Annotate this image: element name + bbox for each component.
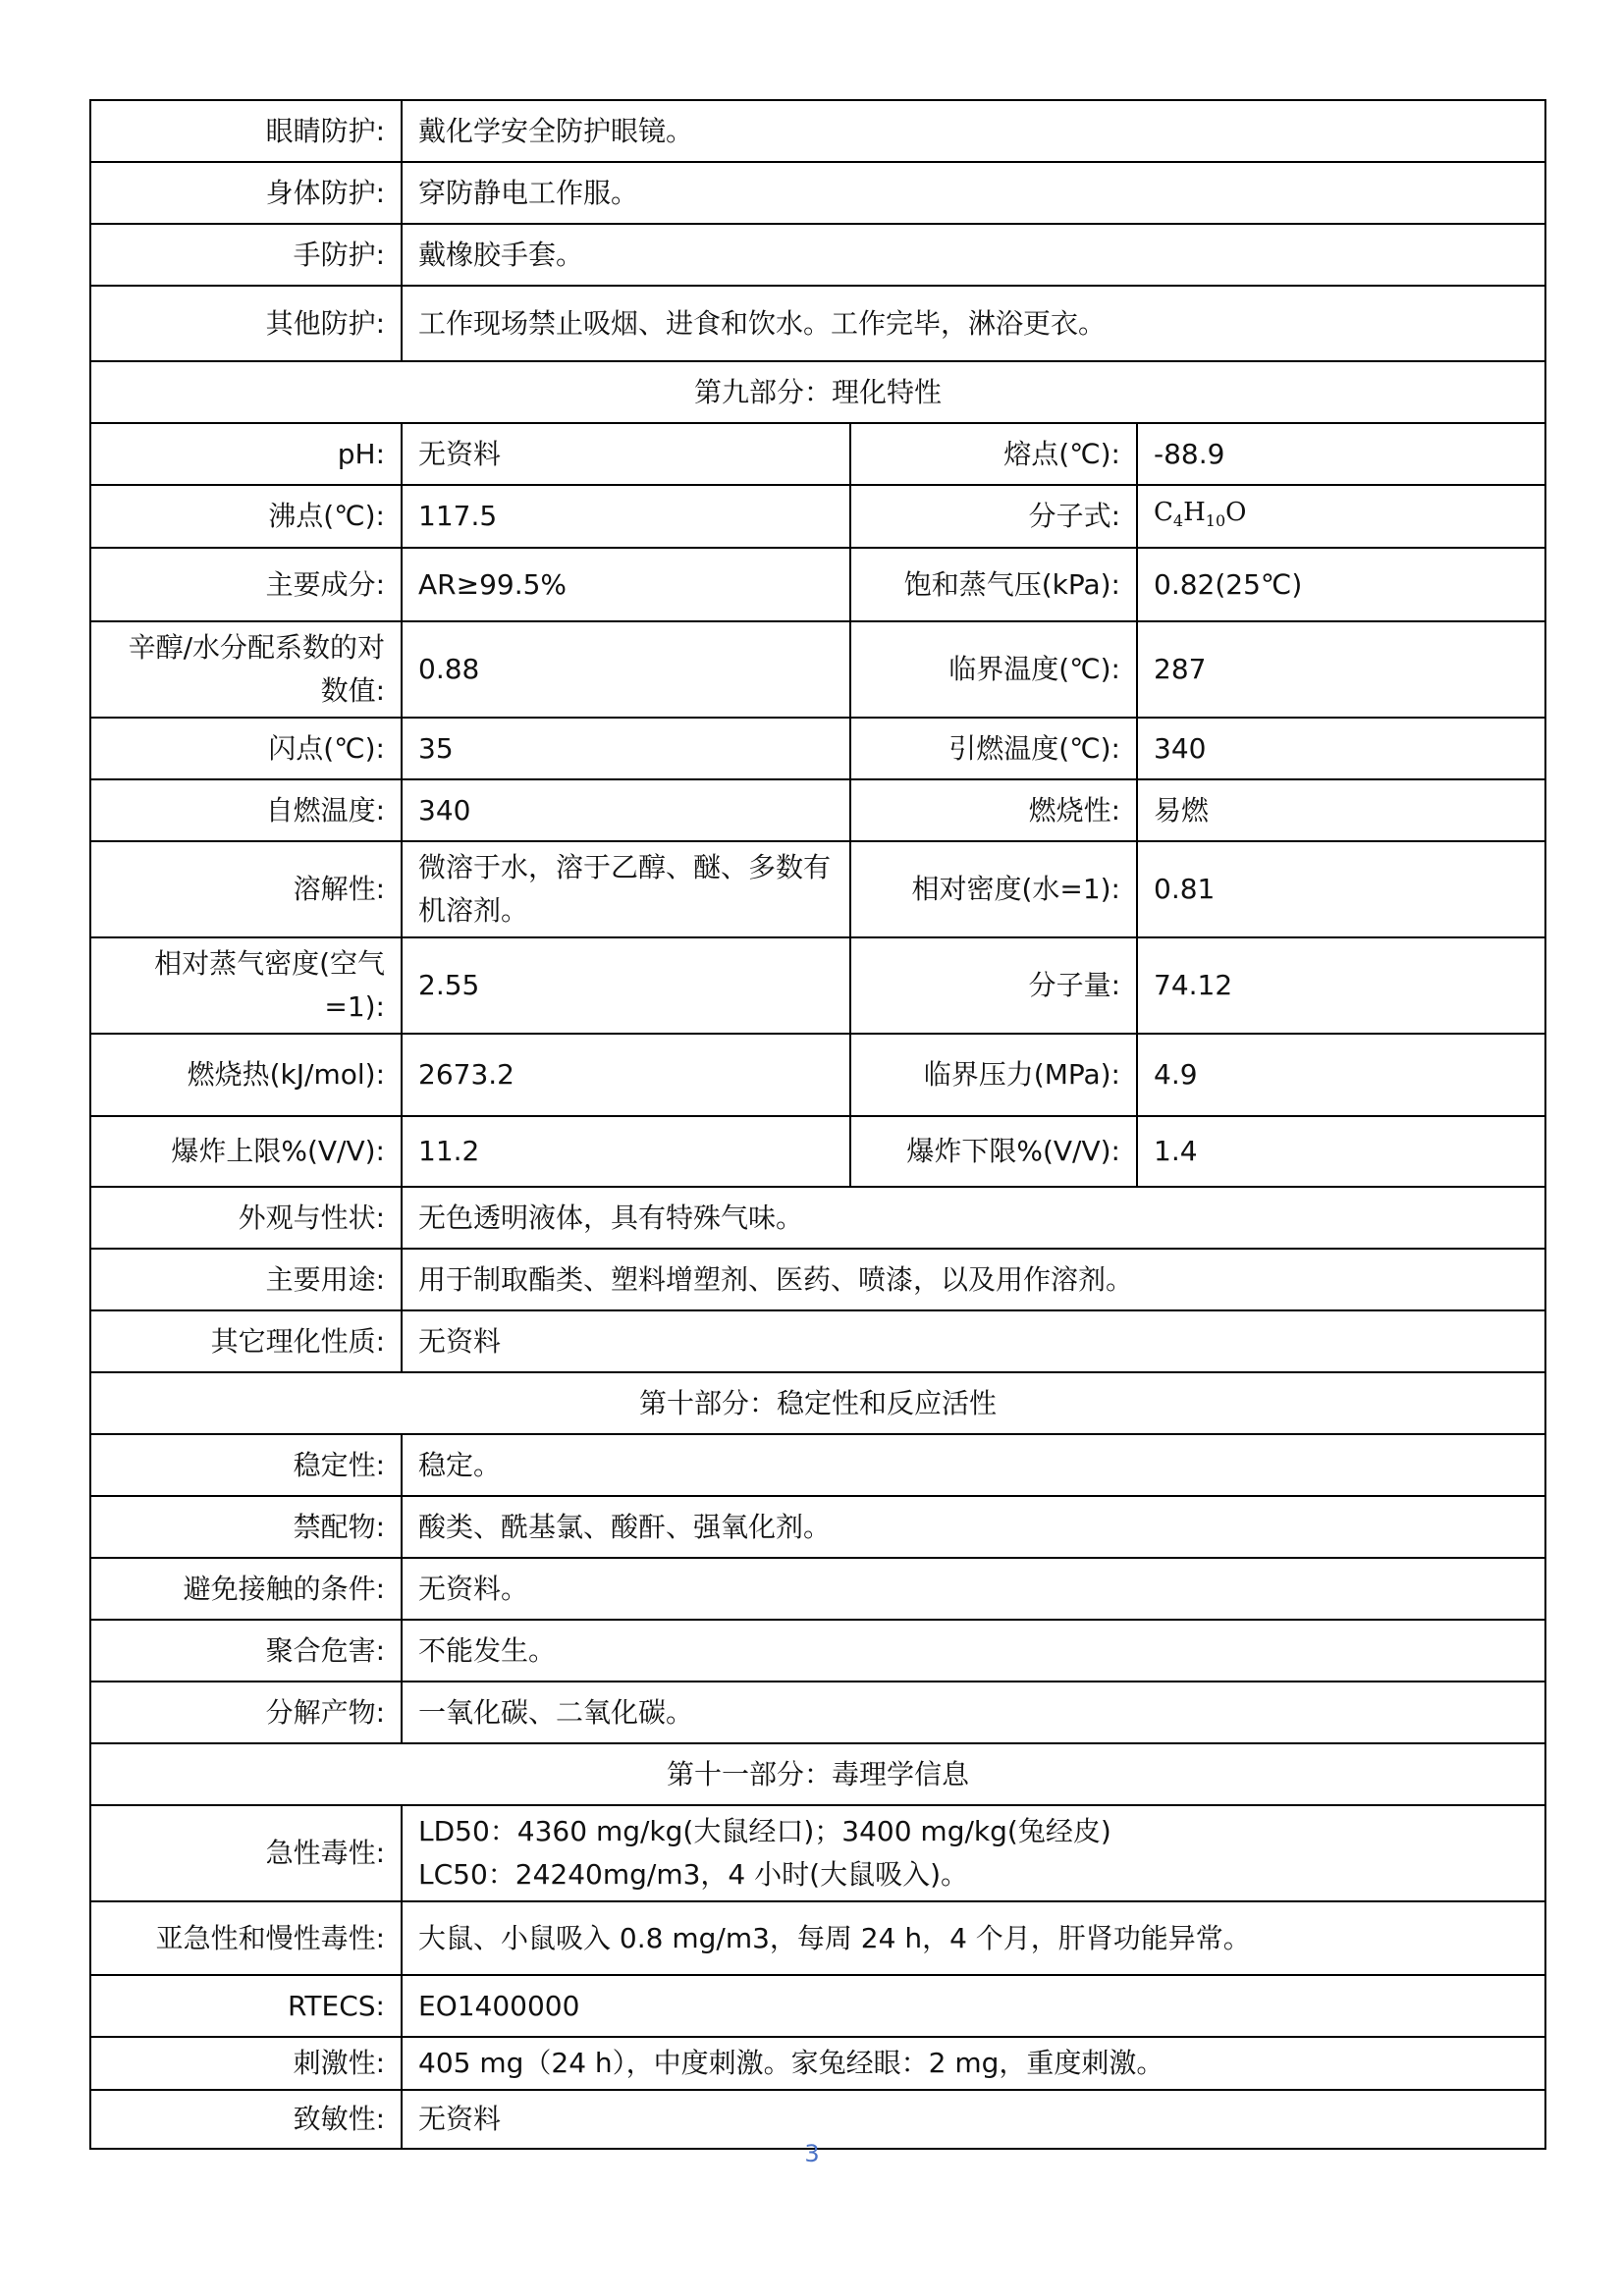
label-heat-of-combustion: 燃烧热(kJ/mol): [90,1034,402,1116]
label-polymerization-hazard: 聚合危害: [90,1620,402,1682]
label-appearance: 外观与性状: [90,1187,402,1249]
value-ignition-temperature: 340 [1137,718,1545,779]
value-incompatible-materials: 酸类、酰基氯、酸酐、强氧化剂。 [402,1496,1545,1558]
value-molecular-formula [1137,485,1545,548]
row-main-uses [90,1249,1545,1310]
value-eye-protection: 戴化学安全防护眼镜。 [402,100,1545,162]
row-chronic-toxicity [90,1901,1545,1975]
prop-row-7 [90,841,1545,937]
value-molecular-weight: 74.12 [1137,937,1545,1034]
row-appearance [90,1187,1545,1249]
label-main-component: 主要成分: [90,548,402,621]
label-relative-density: 相对密度(水=1): [850,841,1137,937]
prop-row-5 [90,718,1545,779]
label-upper-explosive-limit: 爆炸上限%(V/V): [90,1116,402,1187]
page-number: 3 [804,2140,820,2167]
value-vapor-pressure: 0.82(25℃) [1137,548,1545,621]
value-polymerization-hazard: 不能发生。 [402,1620,1545,1682]
label-decomposition-products: 分解产物: [90,1682,402,1743]
label-irritation: 刺激性: [90,2037,402,2090]
label-eye-protection: 眼睛防护: [90,100,402,162]
row-other-protection [90,286,1545,361]
label-flash-point: 闪点(℃): [90,718,402,779]
prop-row-9 [90,1034,1545,1116]
label-chronic-toxicity: 亚急性和慢性毒性: [90,1901,402,1975]
value-critical-pressure: 4.9 [1137,1034,1545,1116]
value-melting-point: -88.9 [1137,423,1545,485]
section-11-header-row [90,1743,1545,1805]
label-flammability: 燃烧性: [850,779,1137,841]
value-irritation: 405 mg（24 h），中度刺激。家兔经眼：2 mg，重度刺激。 [402,2037,1545,2090]
value-critical-temperature: 287 [1137,621,1545,718]
label-other-protection: 其他防护: [90,286,402,361]
row-acute-toxicity [90,1805,1545,1901]
value-heat-of-combustion: 2673.2 [402,1034,850,1116]
acute-ld50: LD50：4360 mg/kg(大鼠经口)；3400 mg/kg(兔经皮) [418,1815,1111,1848]
value-vapor-density: 2.55 [402,937,850,1034]
row-rtecs [90,1975,1545,2037]
molecular-formula: $C_4H_{10}O$ [1154,498,1247,531]
prop-row-10 [90,1116,1545,1187]
section-10-title: 第十部分：稳定性和反应活性 [90,1372,1545,1434]
label-body-protection: 身体防护: [90,162,402,224]
value-autoignition-temperature: 340 [402,779,850,841]
section-9-header-row [90,361,1545,423]
value-decomposition-products: 一氧化碳、二氧化碳。 [402,1682,1545,1743]
row-decomposition-products [90,1682,1545,1743]
row-polymerization-hazard [90,1620,1545,1682]
row-hand-protection [90,224,1545,286]
label-vapor-density: 相对蒸气密度(空气=1): [90,937,402,1034]
label-stability: 稳定性: [90,1434,402,1496]
prop-row-3 [90,548,1545,621]
label-vapor-pressure: 饱和蒸气压(kPa): [850,548,1137,621]
value-flammability: 易燃 [1137,779,1545,841]
prop-row-1 [90,423,1545,485]
label-sensitization: 致敏性: [90,2090,402,2149]
row-stability [90,1434,1545,1496]
value-appearance: 无色透明液体，具有特殊气味。 [402,1187,1545,1249]
prop-row-8 [90,937,1545,1034]
value-body-protection: 穿防静电工作服。 [402,162,1545,224]
row-other-properties [90,1310,1545,1372]
value-main-uses: 用于制取酯类、塑料增塑剂、医药、喷漆，以及用作溶剂。 [402,1249,1545,1310]
label-other-properties: 其它理化性质: [90,1310,402,1372]
sds-table [89,99,1546,2150]
section-11-title: 第十一部分：毒理学信息 [90,1743,1545,1805]
label-solubility: 溶解性: [90,841,402,937]
value-other-protection: 工作现场禁止吸烟、进食和饮水。工作完毕，淋浴更衣。 [402,286,1545,361]
value-stability: 稳定。 [402,1434,1545,1496]
value-boiling-point: 117.5 [402,485,850,548]
label-lower-explosive-limit: 爆炸下限%(V/V): [850,1116,1137,1187]
value-ph: 无资料 [402,423,850,485]
value-main-component: AR≥99.5% [402,548,850,621]
label-critical-pressure: 临界压力(MPa): [850,1034,1137,1116]
label-conditions-to-avoid: 避免接触的条件: [90,1558,402,1620]
value-upper-explosive-limit: 11.2 [402,1116,850,1187]
label-boiling-point: 沸点(℃): [90,485,402,548]
label-autoignition-temperature: 自燃温度: [90,779,402,841]
label-molecular-formula: 分子式: [850,485,1137,548]
prop-row-4 [90,621,1545,718]
value-other-properties: 无资料 [402,1310,1545,1372]
value-hand-protection: 戴橡胶手套。 [402,224,1545,286]
row-irritation [90,2037,1545,2090]
label-acute-toxicity: 急性毒性: [90,1805,402,1901]
label-critical-temperature: 临界温度(℃): [850,621,1137,718]
row-incompatible-materials [90,1496,1545,1558]
prop-row-6 [90,779,1545,841]
row-body-protection [90,162,1545,224]
prop-row-2 [90,485,1545,548]
acute-lc50: LC50：24240mg/m3，4 小时(大鼠吸入)。 [418,1858,968,1892]
section-10-header-row [90,1372,1545,1434]
label-ignition-temperature: 引燃温度(℃): [850,718,1137,779]
value-conditions-to-avoid: 无资料。 [402,1558,1545,1620]
value-sensitization: 无资料 [402,2090,1545,2149]
value-relative-density: 0.81 [1137,841,1545,937]
value-lower-explosive-limit: 1.4 [1137,1116,1545,1187]
label-log-kow: 辛醇/水分配系数的对数值: [90,621,402,718]
value-chronic-toxicity: 大鼠、小鼠吸入 0.8 mg/m3，每周 24 h，4 个月，肝肾功能异常。 [402,1901,1545,1975]
value-solubility: 微溶于水，溶于乙醇、醚、多数有机溶剂。 [402,841,850,937]
label-incompatible-materials: 禁配物: [90,1496,402,1558]
label-rtecs: RTECS: [90,1975,402,2037]
row-eye-protection [90,100,1545,162]
label-molecular-weight: 分子量: [850,937,1137,1034]
label-main-uses: 主要用途: [90,1249,402,1310]
value-rtecs: EO1400000 [402,1975,1545,2037]
label-melting-point: 熔点(℃): [850,423,1137,485]
value-acute-toxicity [402,1805,1545,1901]
value-flash-point: 35 [402,718,850,779]
label-ph: pH: [90,423,402,485]
row-conditions-to-avoid [90,1558,1545,1620]
section-9-title: 第九部分：理化特性 [90,361,1545,423]
label-hand-protection: 手防护: [90,224,402,286]
value-log-kow: 0.88 [402,621,850,718]
